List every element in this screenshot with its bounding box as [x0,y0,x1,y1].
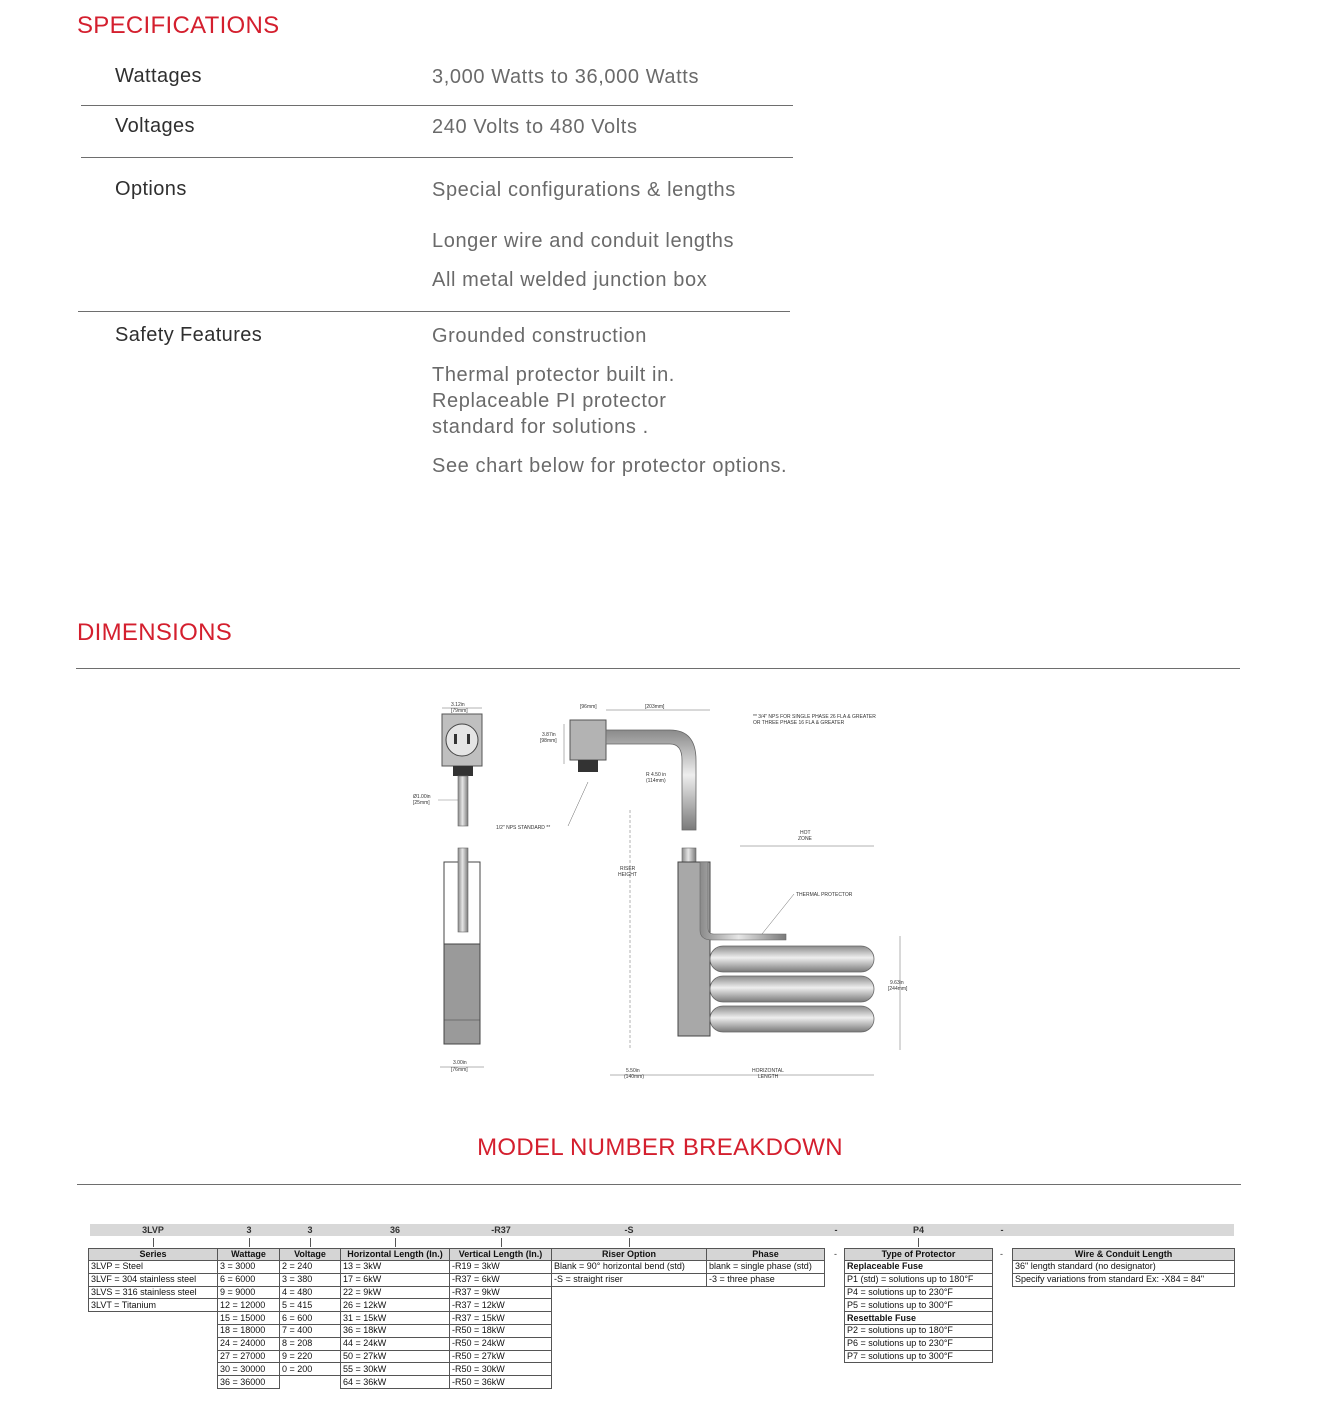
model-code-voltage: 3 [307,1225,313,1235]
table-cell: 22 = 9kW [341,1286,450,1299]
dim-label: THERMAL PROTECTOR [796,892,853,898]
dim-label: Ø1.00in [413,794,431,800]
divider [81,105,793,106]
table-cell: 30 = 30000 [218,1363,280,1376]
table-cell: 7 = 400 [280,1324,341,1337]
vertical-length-table [449,1248,552,1389]
column-header: Type of Protector [845,1249,993,1261]
table-cell: 6 = 6000 [218,1273,280,1286]
separator-dash: - [834,1249,837,1259]
table-cell: Resettable Fuse [845,1312,993,1325]
dimensions-title: DIMENSIONS [77,619,233,646]
spec-value-safety-2: Thermal protector built in. [432,364,675,386]
model-code-horizontal: 36 [389,1225,400,1235]
model-code-wattage: 3 [246,1225,252,1235]
dim-label: HEIGHT [618,872,637,878]
spec-value-safety-3: Replaceable PI protector [432,390,667,412]
table-cell: 13 = 3kW [341,1261,450,1274]
protector-table [844,1248,993,1363]
dim-label: 3.00in [453,1060,467,1066]
dim-label: [98mm] [540,738,557,744]
column-header: Series [89,1249,218,1261]
model-breakdown-title: MODEL NUMBER BREAKDOWN [477,1134,843,1161]
heating-element-2 [710,976,874,1002]
spec-value-safety-4: standard for solutions . [432,416,649,438]
specifications-title: SPECIFICATIONS [77,12,280,39]
table-cell: -R19 = 3kW [450,1261,552,1274]
spec-label-safety: Safety Features [115,324,263,346]
column-header: Vertical Length (In.) [450,1249,552,1261]
table-cell: 3LVS = 316 stainless steel [89,1286,218,1299]
table-cell: 36 = 18kW [341,1324,450,1337]
element-tube [444,944,480,1044]
dim-label: [79mm] [451,708,468,714]
table-cell: 44 = 24kW [341,1337,450,1350]
spec-value-options-1: Special configurations & lengths [432,179,736,201]
column-header: Riser Option [552,1249,707,1261]
table-cell: 36" length standard (no designator) [1013,1261,1235,1274]
dim-label: HORIZONTAL [752,1068,784,1074]
table-cell: P7 = solutions up to 300°F [845,1350,993,1363]
receptacle-icon [446,724,478,756]
table-cell: Blank = 90° horizontal bend (std) [552,1261,707,1274]
table-cell: Replaceable Fuse [845,1261,993,1274]
table-cell: P2 = solutions up to 180°F [845,1324,993,1337]
model-code-series: 3LVP [142,1225,164,1235]
spec-label-options: Options [115,178,187,200]
dim-label: [76mm] [451,1067,468,1073]
spec-value-options-3: All metal welded junction box [432,269,708,291]
model-code-vertical: -R37 [491,1225,511,1235]
table-cell: 9 = 9000 [218,1286,280,1299]
table-cell: 36 = 36000 [218,1376,280,1389]
junction-box-side [570,720,606,760]
table-cell: 31 = 15kW [341,1312,450,1325]
riser-option-table [551,1248,707,1287]
dim-label: RISER [620,866,636,872]
table-cell: blank = single phase (std) [707,1261,825,1274]
model-code-protector: P4 [912,1225,924,1235]
table-cell: P4 = solutions up to 230°F [845,1286,993,1299]
dim-label: 9.63in [890,980,904,986]
horizontal-length-table [340,1248,450,1389]
dim-label: (114mm) [646,778,666,784]
model-code-dash: - [834,1225,838,1235]
table-cell: P1 (std) = solutions up to 180°F [845,1273,993,1286]
table-cell: -S = straight riser [552,1273,707,1286]
table-cell: 12 = 12000 [218,1299,280,1312]
table-cell: 24 = 24000 [218,1337,280,1350]
dim-label: LENGTH [758,1074,779,1080]
table-cell: 9 = 220 [280,1350,341,1363]
table-cell: 5 = 415 [280,1299,341,1312]
model-code-riser: -S [624,1225,634,1235]
table-cell: 18 = 18000 [218,1324,280,1337]
spec-value-voltages: 240 Volts to 480 Volts [432,116,638,138]
divider [81,157,793,158]
table-cell: 26 = 12kW [341,1299,450,1312]
spec-value-safety-1: Grounded construction [432,325,647,347]
table-cell: -3 = three phase [707,1273,825,1286]
table-cell: 27 = 27000 [218,1350,280,1363]
dim-label: R 4.50 in [646,772,667,778]
column-header: Horizontal Length (In.) [341,1249,450,1261]
phase-table [706,1248,825,1287]
dim-label: [203mm] [645,704,665,710]
dim-label: ZONE [798,836,812,842]
spec-label-wattages: Wattages [115,65,202,87]
table-cell: 15 = 15000 [218,1312,280,1325]
table-cell: 50 = 27kW [341,1350,450,1363]
dim-label: 1/2" NPS STANDARD ** [496,825,551,831]
table-cell: -R37 = 15kW [450,1312,552,1325]
dim-label: 3.87in [542,732,556,738]
cord [458,776,468,826]
table-cell: 3 = 380 [280,1273,341,1286]
note-text: ** 3/4" NPS FOR SINGLE PHASE 26 FLA & GREATER [753,714,876,720]
table-cell: 3LVF = 304 stainless steel [89,1273,218,1286]
table-cell: -R50 = 36kW [450,1376,552,1389]
divider [77,1184,1241,1185]
spec-label-voltages: Voltages [115,115,195,137]
heater-dimension-drawing [400,690,940,1090]
table-cell: 3 = 3000 [218,1261,280,1274]
table-cell: -R37 = 9kW [450,1286,552,1299]
dim-label: 5.50in [626,1068,640,1074]
table-cell: -R37 = 6kW [450,1273,552,1286]
table-cell: 8 = 208 [280,1337,341,1350]
heating-element-1 [710,946,874,972]
table-cell: -R37 = 12kW [450,1299,552,1312]
dim-label: [25mm] [413,800,430,806]
note-text: OR THREE PHASE 16 FLA & GREATER [753,720,845,726]
table-cell: 4 = 480 [280,1286,341,1299]
table-cell: P5 = solutions up to 300°F [845,1299,993,1312]
table-cell: -R50 = 27kW [450,1350,552,1363]
table-cell: 17 = 6kW [341,1273,450,1286]
table-cell: 64 = 36kW [341,1376,450,1389]
table-cell: Specify variations from standard Ex: -X84 = 84" [1013,1273,1235,1286]
table-cell: 55 = 30kW [341,1363,450,1376]
wattage-table [217,1248,280,1389]
dim-label: 3.12in [451,702,465,708]
dim-label: HOT [800,830,811,836]
table-cell: 6 = 600 [280,1312,341,1325]
spec-value-wattages: 3,000 Watts to 36,000 Watts [432,66,700,88]
table-cell: P6 = solutions up to 230°F [845,1337,993,1350]
column-header: Wattage [218,1249,280,1261]
column-header: Wire & Conduit Length [1013,1249,1235,1261]
table-cell: -R50 = 18kW [450,1324,552,1337]
model-code-dash: - [1000,1225,1004,1235]
wire-conduit-table [1012,1248,1235,1287]
divider [76,668,1240,669]
table-cell: -R50 = 30kW [450,1363,552,1376]
table-cell: 3LVP = Steel [89,1261,218,1274]
dim-label: [96mm] [580,704,597,710]
table-cell: 3LVT = Titanium [89,1299,218,1312]
dim-label: (140mm) [624,1074,645,1080]
spec-value-options-2: Longer wire and conduit lengths [432,230,735,252]
heating-element-3 [710,1006,874,1032]
separator-dash: - [1000,1249,1003,1259]
series-table [88,1248,218,1312]
voltage-table [279,1248,341,1376]
table-cell: 2 = 240 [280,1261,341,1274]
spec-value-safety-5: See chart below for protector options. [432,455,788,477]
table-cell: 0 = 200 [280,1363,341,1376]
dim-label: [244mm] [888,986,908,992]
column-header: Phase [707,1249,825,1261]
column-header: Voltage [280,1249,341,1261]
table-cell: -R50 = 24kW [450,1337,552,1350]
divider [78,311,790,312]
